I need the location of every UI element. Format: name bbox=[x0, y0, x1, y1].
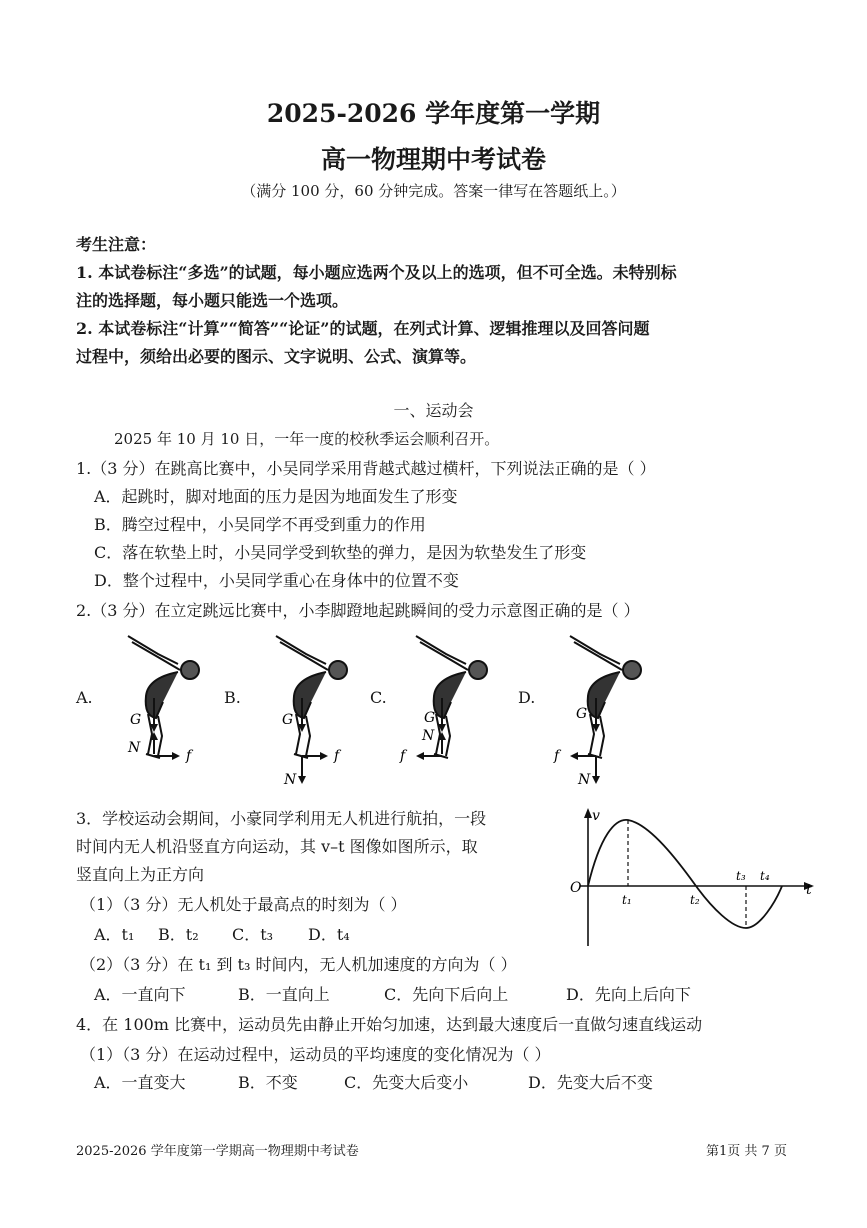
q3-stem-line-1: 3．学校运动会期间，小豪同学利用无人机进行航拍，一段 bbox=[76, 809, 487, 828]
q2-fig-b-n: N bbox=[284, 772, 297, 788]
q2-fig-a-f: f bbox=[186, 748, 192, 764]
q2-fig-c-g: G bbox=[424, 710, 436, 726]
q1-stem: 1.（3 分）在跳高比赛中，小吴同学采用背越式越过横杆，下列说法正确的是（ ） bbox=[76, 459, 656, 478]
q2-fig-d-f: f bbox=[554, 748, 560, 764]
q2-fig-d-g: G bbox=[576, 706, 588, 722]
q1-option-b: B．腾空过程中，小吴同学不再受到重力的作用 bbox=[94, 515, 426, 534]
notice-line-3: 2. 本试卷标注“计算”“简答”“论证”的试题，在列式计算、逻辑推理以及回答问题 bbox=[76, 319, 650, 338]
q4-sub1-option-a: A．一直变大 bbox=[94, 1073, 186, 1092]
page-title-exam: 高一物理期中考试卷 bbox=[320, 145, 546, 174]
q2-fig-a-g: G bbox=[130, 712, 142, 728]
q2-stem: 2.（3 分）在立定跳远比赛中，小李脚蹬地起跳瞬间的受力示意图正确的是（ ） bbox=[76, 601, 640, 620]
q4-sub1-option-c: C．先变大后变小 bbox=[344, 1073, 469, 1092]
notice-line-2: 注的选择题，每小题只能选一个选项。 bbox=[76, 291, 349, 310]
section-title: 一、运动会 bbox=[393, 401, 474, 420]
q3-sub2-option-d: D．先向上后向下 bbox=[566, 985, 691, 1004]
q3-graph-v-label: v bbox=[592, 808, 600, 824]
q3-graph-t1: t₁ bbox=[622, 893, 632, 907]
page-title-year: 2025-2026 学年度第一学期 bbox=[266, 99, 601, 128]
q4-stem: 4．在 100m 比赛中，运动员先由静止开始匀加速，达到最大速度后一直做匀速直线运动 bbox=[76, 1015, 703, 1034]
q2-fig-a-n: N bbox=[128, 740, 141, 756]
q3-stem-line-3: 竖直向上为正方向 bbox=[76, 865, 205, 884]
q3-graph-origin: O bbox=[570, 880, 582, 896]
q3-sub2-option-b: B．一直向上 bbox=[238, 985, 330, 1004]
q2-figure-c bbox=[396, 626, 506, 796]
notice-line-1: 1. 本试卷标注“多选”的试题，每小题应选两个及以上的选项，但不可全选。未特别标 bbox=[76, 263, 677, 282]
q3-sub2-option-c: C．先向下后向上 bbox=[384, 985, 509, 1004]
q3-sub1-option-a: A．t₁ bbox=[94, 925, 135, 944]
q3-graph-t-label: t bbox=[806, 882, 812, 898]
notice-heading: 考生注意： bbox=[76, 235, 157, 254]
q2-figure-b bbox=[256, 626, 366, 796]
q2-figure-d bbox=[550, 626, 660, 796]
q3-graph-t4: t₄ bbox=[760, 869, 770, 883]
q2-fig-d-label: D. bbox=[518, 688, 536, 707]
q3-sub2-option-a: A．一直向下 bbox=[94, 985, 186, 1004]
q2-fig-b-g: G bbox=[282, 712, 294, 728]
q1-option-a: A．起跳时，脚对地面的压力是因为地面发生了形变 bbox=[94, 487, 458, 506]
footer-page-number: 第1页 共 7 页 bbox=[706, 1144, 787, 1159]
q2-fig-d-n: N bbox=[578, 772, 591, 788]
q2-fig-b-label: B. bbox=[224, 688, 241, 707]
q4-sub1-option-d: D．先变大后不变 bbox=[528, 1073, 653, 1092]
q3-graph-t2: t₂ bbox=[690, 893, 700, 907]
q3-stem-line-2: 时间内无人机沿竖直方向运动，其 v–t 图像如图所示，取 bbox=[76, 837, 478, 856]
q2-figure-a bbox=[108, 626, 218, 796]
q4-sub1-option-b: B．不变 bbox=[238, 1073, 298, 1092]
q3-sub1-option-c: C．t₃ bbox=[232, 925, 274, 944]
q1-option-d: D．整个过程中，小吴同学重心在身体中的位置不变 bbox=[94, 571, 459, 590]
q3-graph-t3: t₃ bbox=[736, 869, 746, 883]
q2-fig-c-n: N bbox=[422, 728, 435, 744]
q2-fig-b-f: f bbox=[334, 748, 340, 764]
q4-sub1: （1）（3 分）在运动过程中，运动员的平均速度的变化情况为（ ） bbox=[80, 1045, 551, 1064]
footer-exam-title: 2025-2026 学年度第一学期高一物理期中考试卷 bbox=[76, 1144, 359, 1159]
q3-sub1: （1）（3 分）无人机处于最高点的时刻为（ ） bbox=[80, 895, 407, 914]
q2-fig-c-f: f bbox=[400, 748, 406, 764]
q3-sub2: （2）（3 分）在 t₁ 到 t₃ 时间内，无人机加速度的方向为（ ） bbox=[80, 955, 517, 974]
q3-vt-graph bbox=[560, 806, 818, 952]
q3-sub1-option-b: B．t₂ bbox=[158, 925, 199, 944]
q1-option-c: C．落在软垫上时，小吴同学受到软垫的弹力，是因为软垫发生了形变 bbox=[94, 543, 587, 562]
q3-sub1-option-d: D．t₄ bbox=[308, 925, 350, 944]
section-intro: 2025 年 10 月 10 日，一年一度的校秋季运会顺利召开。 bbox=[114, 430, 500, 448]
q2-fig-a-label: A. bbox=[76, 688, 93, 707]
q2-fig-c-label: C. bbox=[370, 688, 387, 707]
notice-line-4: 过程中，须给出必要的图示、文字说明、公式、演算等。 bbox=[76, 347, 477, 366]
page-subtitle: （满分 100 分，60 分钟完成。答案一律写在答题纸上。） bbox=[241, 182, 626, 200]
